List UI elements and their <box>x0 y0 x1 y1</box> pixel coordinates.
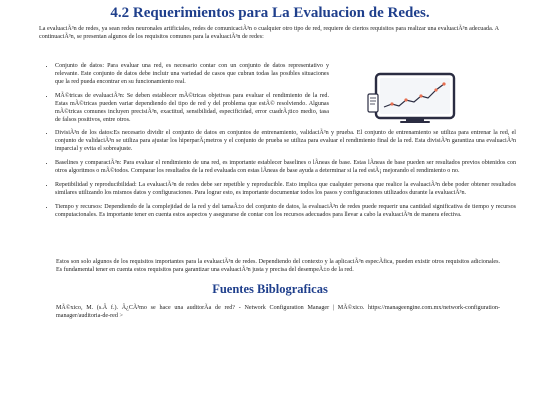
list-item: • MÃ©tricas de evaluaciÃ³n: Se deben establecer mÃ©tricas objetivas para evaluar el rendimiento de la red. Estas mÃ©tricas pueden variar dependiendo del tipo de red y del problema que estÃ© resolviendo. Algunas mÃ©tricas comunes incluyen precisiÃ³n, exactitud, sensibilidad, especificidad, error cuadrÃ¡tico medio, tasa de falsos positivos, entre otros. <box>55 93 329 125</box>
bibliography-entry: MÃ©xico, M. (s.Â f.). Â¿CÃ³mo se hace una auditorÃa de red? - Network Configuration Manager | MÃ©xico. https://manageengine.com.mx/network-configuration-manager/auditoria-de-red > <box>56 305 500 319</box>
list-item: • Repetibilidad y reproducibilidad: La evaluaciÃ³n de redes debe ser repetible y reproducible. Esto implica que cualquier persona que realice la evaluaciÃ³n debe poder obtener resultados similares utilizando los mismos datos y configuraciones. Para lograr esto, es importante documentar todos los pasos y configuraciones utilizados durante la evaluaciÃ³n. <box>55 182 516 198</box>
closing-paragraph: Estos son solo algunos de los requisitos importantes para la evaluaciÃ³n de redes. Dependiendo del contexto y la aplicaciÃ³n especÃfica, pueden existir otros requisitos adicionales. Es fundamental tener en cuenta estos requisitos para garantizar una evaluaciÃ³n justa y precisa del desempeÃ±o de la red. <box>56 259 500 273</box>
bibliography-heading: Fuentes Biblograficas <box>212 282 328 296</box>
list-item: • Conjunto de datos: Para evaluar una red, es necesario contar con un conjunto de datos representativo y relevante. Este conjunto de datos debe incluir una variedad de casos que cubran todas las posibles situaciones que la red pueda encontrar en su funcionamiento real. <box>55 63 329 87</box>
list-item: • Tiempo y recursos: Dependiendo de la complejidad de la red y del tamaÃ±o del conjunto de datos, la evaluaciÃ³n de redes puede requerir una cantidad significativa de tiempo y recursos computacionales. Es importante tener en cuenta estos aspectos y asegurarse de contar con los recursos adecuados para llevar a cabo la evaluaciÃ³n de manera efectiva. <box>55 204 516 220</box>
intro-paragraph: La evaluaciÃ³n de redes, ya sean redes neuronales artificiales, redes de comunicaciÃ³n o cualquier otro tipo de red, requiere de ciertos requisitos para realizar una evaluaciÃ³n adecuada. A continuaciÃ³n, se presentan algunos de los requisitos comunes para la evaluaciÃ³n de redes: <box>39 26 499 40</box>
list-item: • Baselines y comparaciÃ³n: Para evaluar el rendimiento de una red, es importante establecer baselines o lÃneas de base. Estas lÃneas de base pueden ser resultados previos obtenidos con otros algoritmos o mÃ©todos. Comparar los resultados de la red evaluada con estas lÃneas de base ayuda a determinar si la red estÃ¡ mejorando el rendimiento o no. <box>55 160 516 176</box>
list-item: • DivisiÃ³n de los datos:Es necesario dividir el conjunto de datos en conjuntos de entrenamiento, validaciÃ³n y prueba. El conjunto de entrenamiento se utiliza para entrenar la red, el conjunto de validaciÃ³n se utiliza para ajustar los hiperparÃ¡metros y el conjunto de prueba se utiliza para evaluar el rendimiento final de la red. Esta divisiÃ³n garantiza una evaluaciÃ³n imparcial y evita el sobreajuste. <box>55 130 516 154</box>
analytics-monitor-illustration <box>366 72 462 124</box>
section-title: 4.2 Requerimientos para La Evaluacion de Redes. <box>110 5 430 21</box>
